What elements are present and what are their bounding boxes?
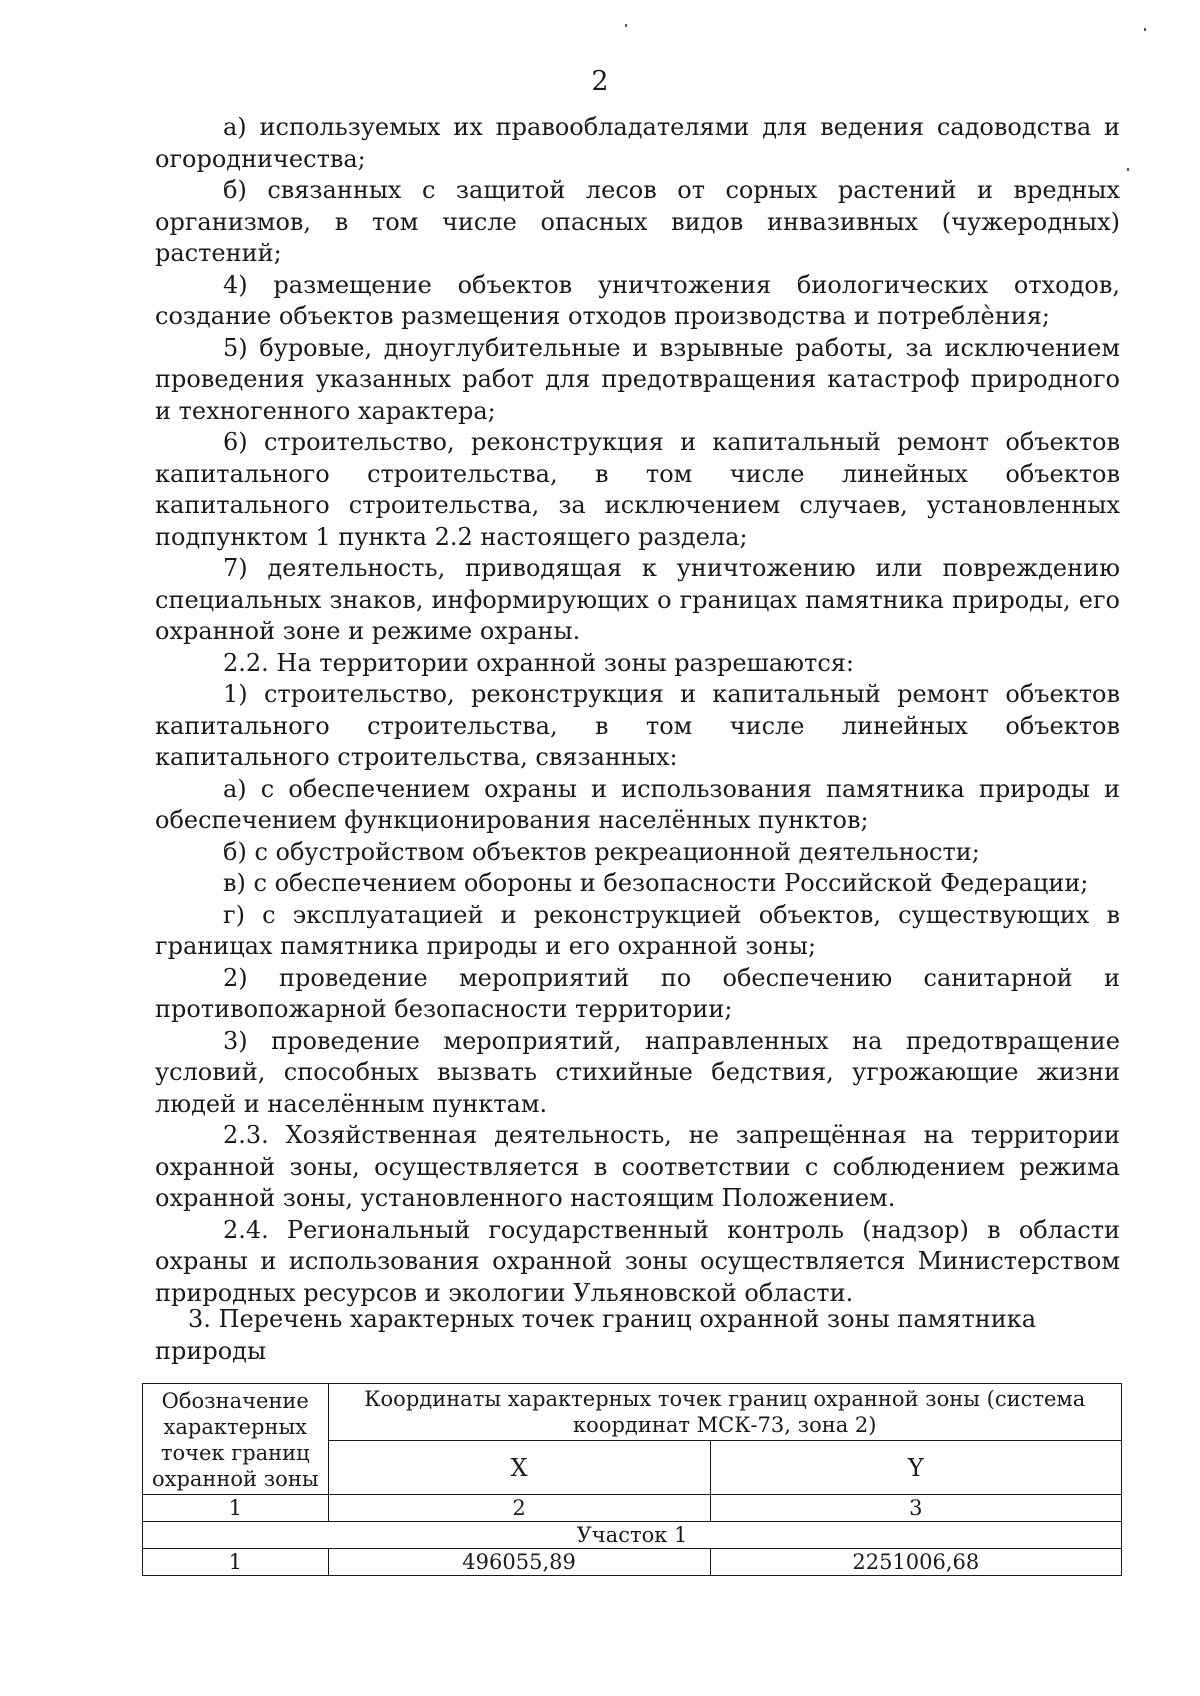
paragraph: а) с обеспечением охраны и использования памятника природы и обеспечением функционирования населённых пунктов;: [155, 774, 1120, 834]
page-number: 2: [591, 66, 609, 97]
boundary-points-table: [142, 1383, 1122, 1576]
section-row: [143, 1522, 1122, 1549]
paragraph: 3) проведение мероприятий, направленных на предотвращение условий, способных вызвать стихийные бедствия, угрожающие жизни людей и населённым пунктам.: [155, 1026, 1120, 1118]
column-number: 3: [710, 1495, 1121, 1522]
paragraph: а) используемых их правообладателями для ведения садоводства и огородничества;: [155, 113, 1120, 173]
document-body: [155, 112, 1120, 1309]
table-header-row: [143, 1384, 1122, 1441]
column-number: 2: [328, 1495, 710, 1522]
header-y: Y: [710, 1441, 1121, 1495]
column-number: 1: [143, 1495, 329, 1522]
paragraph: 4) размещение объектов уничтожения биологических отходов, создание объектов размещения отходов производства и потреблѐния;: [155, 270, 1120, 330]
point-number: 1: [143, 1549, 329, 1576]
paragraph: 2.4. Региональный государственный контроль (надзор) в области охраны и использования охранной зоны осуществляется Министерством природных ресурсов и экологии Ульяновской области.: [155, 1215, 1120, 1307]
header-point-designation: Обозначение характерных точек границ охранной зоны: [143, 1384, 329, 1495]
header-x: X: [328, 1441, 710, 1495]
paragraph: 6) строительство, реконструкция и капитальный ремонт объектов капитального строительства, в том числе линейных объектов капитального строительства, за исключением случаев, установленных подпунктом 1 пункта 2.2 настоящего раздела;: [155, 428, 1120, 551]
paragraph: 2.3. Хозяйственная деятельность, не запрещённая на территории охранной зоны, осуществляется в соответствии с соблюдением режима охранной зоны, установленного настоящим Положением.: [155, 1121, 1120, 1212]
scan-speck: [1144, 28, 1146, 31]
paragraph: 1) строительство, реконструкция и капитальный ремонт объектов капитального строительства, в том числе линейных объектов капитального строительства, связанных:: [155, 680, 1120, 771]
paragraph: 7) деятельность, приводящая к уничтожению или повреждению специальных знаков, информирующих о границах памятника природы, его охранной зоне и режиме охраны.: [155, 554, 1120, 645]
paragraph: б) связанных с защитой лесов от сорных растений и вредных организмов, в том числе опасных видов инвазивных (чужеродных) растений;: [155, 176, 1120, 267]
scan-speck: [625, 24, 627, 27]
paragraph: б) с обустройством объектов рекреационной деятельности;: [223, 837, 980, 866]
x-coordinate: 496055,89: [328, 1549, 710, 1576]
paragraph: в) с обеспечением обороны и безопасности Российской Федерации;: [223, 869, 1089, 897]
paragraph: 2.2. На территории охранной зоны разрешаются:: [223, 648, 854, 677]
paragraph: г) с эксплуатацией и реконструкцией объектов, существующих в границах памятника природы и его охранной зоны;: [155, 900, 1120, 960]
header-coordinates: Координаты характерных точек границ охранной зоны (система координат МСК-73, зона 2): [328, 1384, 1121, 1441]
column-number-row: [143, 1495, 1122, 1522]
section-label: Участок 1: [143, 1522, 1122, 1549]
scan-speck: [1127, 168, 1129, 171]
paragraph: 5) буровые, дноуглубительные и взрывные работы, за исключением проведения указанных работ для предотвращения катастроф природного и техногенного характера;: [155, 333, 1120, 425]
y-coordinate: 2251006,68: [710, 1549, 1121, 1576]
paragraph: 2) проведение мероприятий по обеспечению санитарной и противопожарной безопасности территории;: [155, 963, 1120, 1023]
table-row: [143, 1549, 1122, 1576]
section-heading: 3. Перечень характерных точек границ охранной зоны памятника природы: [155, 1305, 1037, 1365]
